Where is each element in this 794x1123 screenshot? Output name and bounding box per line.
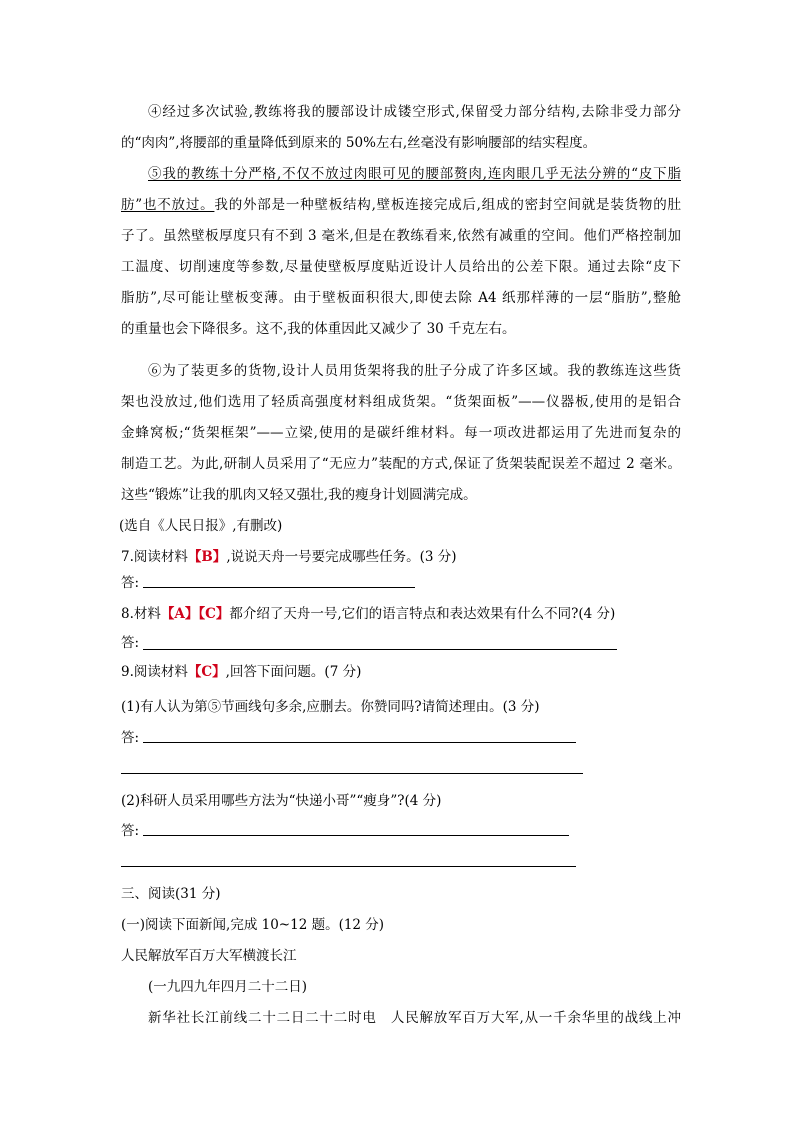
section-3-heading: 三、阅读(31 分) <box>121 886 221 902</box>
passage-p5-line-5: 脂肪”,尽可能让壁板变薄。由于壁板面积很大,即使去除 A4 纸那样薄的一层“脂肪”,整舱 <box>121 290 681 306</box>
source-note: (选自《人民日报》,有删改) <box>119 518 283 534</box>
answer-label-q8: 答: <box>121 635 140 651</box>
news-body-line-1: 新华社长江前线二十二日二十二时电 人民解放军百万大军,从一千余华里的战线上冲 <box>148 1010 681 1026</box>
passage-p6-line-4: 制造工艺。为此,研制人员采用了“无应力”装配的方式,保证了货架装配误差不超过 2 毫米。 <box>121 456 681 472</box>
passage-p4-line-2: 的“肉肉”,将腰部的重量降低到原来的 50%左右,丝毫没有影响腰部的结实程度。 <box>121 135 597 151</box>
answer-label-q9-1: 答: <box>121 730 140 746</box>
underlined-sentence-part-1: ⑤我的教练十分严格,不仅不放过肉眼可见的腰部赘肉,连肉眼几乎无法分辨的“皮下脂 <box>148 166 681 182</box>
news-title: 人民解放军百万大军横渡长江 <box>121 948 297 964</box>
passage-p6-line-5: 这些“锻炼”让我的肌肉又轻又强壮,我的瘦身计划圆满完成。 <box>121 487 477 503</box>
passage-p4-line-1: ④经过多次试验,教练将我的腰部设计成镂空形式,保留受力部分结构,去除非受力部分 <box>148 104 681 120</box>
material-tag-b: 【B】 <box>187 549 227 565</box>
passage-p5-line-2-rest: 我的外部是一种壁板结构,壁板连接完成后,组成的密封空间就是装货物的肚 <box>214 197 681 213</box>
answer-line-q9-2-b[interactable] <box>121 866 576 867</box>
underlined-sentence-part-2: 肪”也不放过。 <box>121 197 215 213</box>
passage-p6-line-2: 架也没放过,他们选用了轻质高强度材料组成货架。“货架面板”——仪器板,使用的是铝合 <box>121 394 681 410</box>
material-tag-c-q9: 【C】 <box>187 664 226 680</box>
passage-p6-line-3: 金蜂窝板;“货架框架”——立梁,使用的是碳纤维材料。每一项改进都运用了先进而复杂的 <box>121 425 681 441</box>
question-8: 8.材料【A】【C】都介绍了天舟一号,它们的语言特点和表达效果有什么不同?(4 分) <box>121 606 616 622</box>
passage-p5-line-4: 工温度、切削速度等参数,尽量使壁板厚度贴近设计人员给出的公差下限。通过去除“皮下 <box>121 259 681 275</box>
section-3-subheading: (一)阅读下面新闻,完成 10~12 题。(12 分) <box>121 917 385 933</box>
question-9: 9.阅读材料【C】,回答下面问题。(7 分) <box>121 664 362 680</box>
passage-p5-line-2 <box>121 195 681 215</box>
answer-line-q8[interactable] <box>143 649 617 650</box>
passage-p5-line-6: 的重量也会下降很多。这不,我的体重因此又减少了 30 千克左右。 <box>121 321 516 337</box>
answer-label-q7: 答: <box>121 575 140 591</box>
answer-line-q9-1-b[interactable] <box>121 773 583 774</box>
question-9-1: (1)有人认为第⑤节画线句多余,应删去。你赞同吗?请简述理由。(3 分) <box>121 699 540 715</box>
passage-p5-line-3: 子了。虽然壁板厚度只有不到 3 毫米,但是在教练看来,依然有减重的空间。他们严格控制加 <box>121 228 681 244</box>
answer-line-q9-2-a[interactable] <box>143 835 569 836</box>
material-tag-a: 【A】 <box>160 606 199 622</box>
material-tag-c: 【C】 <box>198 606 230 622</box>
answer-label-q9-2: 答: <box>121 823 140 839</box>
question-7: 7.阅读材料【B】,说说天舟一号要完成哪些任务。(3 分) <box>121 549 457 565</box>
passage-p5-line-1 <box>121 164 681 184</box>
answer-line-q7[interactable] <box>143 587 415 588</box>
news-date: (一九四九年四月二十二日) <box>148 979 308 995</box>
passage-p6-line-1: ⑥为了装更多的货物,设计人员用货架将我的肚子分成了许多区域。我的教练连这些货 <box>148 363 681 379</box>
question-9-2: (2)科研人员采用哪些方法为“快递小哥”“瘦身”?(4 分) <box>121 793 442 809</box>
answer-line-q9-1-a[interactable] <box>143 742 576 743</box>
